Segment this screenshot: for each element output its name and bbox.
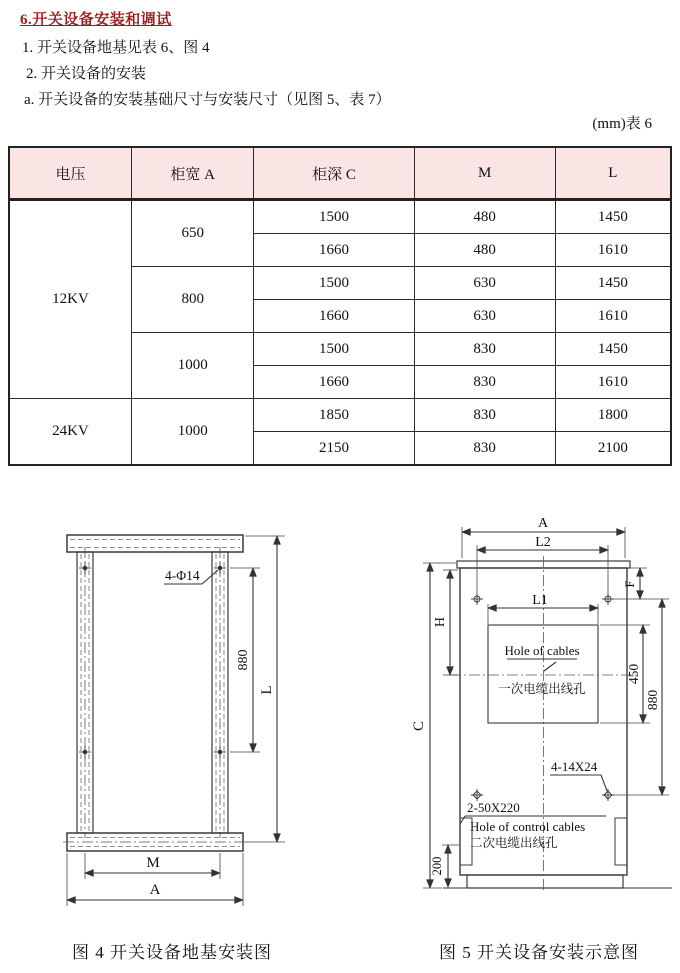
table-unit-label: (mm)表 6 bbox=[592, 116, 652, 132]
fig4-dim-880-label: 880 bbox=[236, 649, 251, 671]
cell-l: 1610 bbox=[555, 234, 671, 267]
cell-width: 650 bbox=[131, 200, 253, 267]
intro-line-3: a. 开关设备的安装基础尺寸与安装尺寸（见图 5、表 7） bbox=[24, 92, 391, 108]
header-cell-l: L bbox=[555, 147, 671, 200]
cell-depth: 2150 bbox=[254, 432, 414, 466]
cell-l: 1450 bbox=[555, 333, 671, 366]
cell-width: 1000 bbox=[131, 333, 253, 399]
fig5-dim-450-label: 450 bbox=[626, 663, 641, 685]
control-hole-label-zh: 二次电缆出线孔 bbox=[470, 836, 558, 850]
intro-line-1: 1. 开关设备地基见表 6、图 4 bbox=[22, 40, 210, 56]
foundation-frame bbox=[63, 535, 247, 851]
cell-m: 630 bbox=[414, 267, 555, 300]
intro-line-2: 2. 开关设备的安装 bbox=[26, 66, 147, 82]
cell-m: 480 bbox=[414, 200, 555, 234]
spec-table bbox=[8, 146, 672, 466]
header-cell-depth: 柜深 C bbox=[254, 147, 414, 200]
cell-m: 630 bbox=[414, 300, 555, 333]
fig5-dim-l2-label: L2 bbox=[535, 535, 551, 550]
table-header-row bbox=[9, 147, 671, 200]
cell-depth: 1660 bbox=[254, 234, 414, 267]
header-cell-voltage: 电压 bbox=[9, 147, 131, 200]
anchor-hole-markers bbox=[79, 562, 226, 758]
control-cable-notch-right bbox=[615, 818, 627, 865]
cell-m: 830 bbox=[414, 366, 555, 399]
control-hole-label-en: Hole of control cables bbox=[470, 819, 586, 834]
fig5-dim-h-label: H bbox=[433, 616, 448, 628]
cell-depth: 1500 bbox=[254, 267, 414, 300]
fig5-dim-l1-label: L1 bbox=[532, 593, 548, 608]
fig4-dim-a-label: A bbox=[149, 882, 161, 898]
cell-voltage: 24KV bbox=[9, 399, 131, 466]
header-cell-m: M bbox=[414, 147, 555, 200]
fig5-dim-200-label: 200 bbox=[430, 856, 444, 876]
cell-width: 800 bbox=[131, 267, 253, 333]
primary-cable-hole bbox=[488, 625, 598, 723]
cell-l: 2100 bbox=[555, 432, 671, 466]
cell-depth: 1500 bbox=[254, 333, 414, 366]
fig4-caption: 图 4 开关设备地基安装图 bbox=[72, 943, 272, 962]
cable-hole-label-en: Hole of cables bbox=[504, 643, 580, 658]
fig4-dim-m-label: M bbox=[146, 855, 160, 871]
fig5-dim-a-label: A bbox=[537, 516, 549, 531]
fig5-dim-f-label: F bbox=[623, 580, 637, 588]
cell-m: 480 bbox=[414, 234, 555, 267]
cell-l: 1610 bbox=[555, 366, 671, 399]
header-cell-width: 柜宽 A bbox=[131, 147, 253, 200]
table-row bbox=[9, 399, 671, 432]
fig5-dim-880-label: 880 bbox=[645, 689, 660, 711]
fig5-caption: 图 5 开关设备安装示意图 bbox=[439, 943, 639, 962]
cell-depth: 1660 bbox=[254, 300, 414, 333]
table-row bbox=[9, 200, 671, 234]
cell-m: 830 bbox=[414, 432, 555, 466]
cable-hole-label-zh: 一次电缆出线孔 bbox=[498, 682, 586, 696]
cell-m: 830 bbox=[414, 399, 555, 432]
cell-width: 1000 bbox=[131, 399, 253, 466]
cell-l: 1450 bbox=[555, 200, 671, 234]
fig5-dim-c-label: C bbox=[411, 720, 427, 732]
fig5-holes-label: 4-14X24 bbox=[551, 759, 598, 774]
cell-m: 830 bbox=[414, 333, 555, 366]
cell-l: 1450 bbox=[555, 267, 671, 300]
cell-l: 1610 bbox=[555, 300, 671, 333]
fig4-dim-l-label: L bbox=[259, 685, 275, 695]
cell-l: 1800 bbox=[555, 399, 671, 432]
fig4-dimension-labels bbox=[146, 568, 275, 898]
cell-depth: 1660 bbox=[254, 366, 414, 399]
fig5-installation-drawing bbox=[410, 500, 680, 920]
cell-depth: 1500 bbox=[254, 200, 414, 234]
cell-depth: 1850 bbox=[254, 399, 414, 432]
fig4-holes-label: 4-Φ14 bbox=[165, 568, 200, 583]
fig4-foundation-drawing bbox=[40, 520, 310, 920]
fig5-slot-label: 2-50X220 bbox=[467, 800, 520, 815]
page-title: 6.开关设备安装和调试 bbox=[20, 12, 172, 28]
cell-voltage: 12KV bbox=[9, 200, 131, 399]
